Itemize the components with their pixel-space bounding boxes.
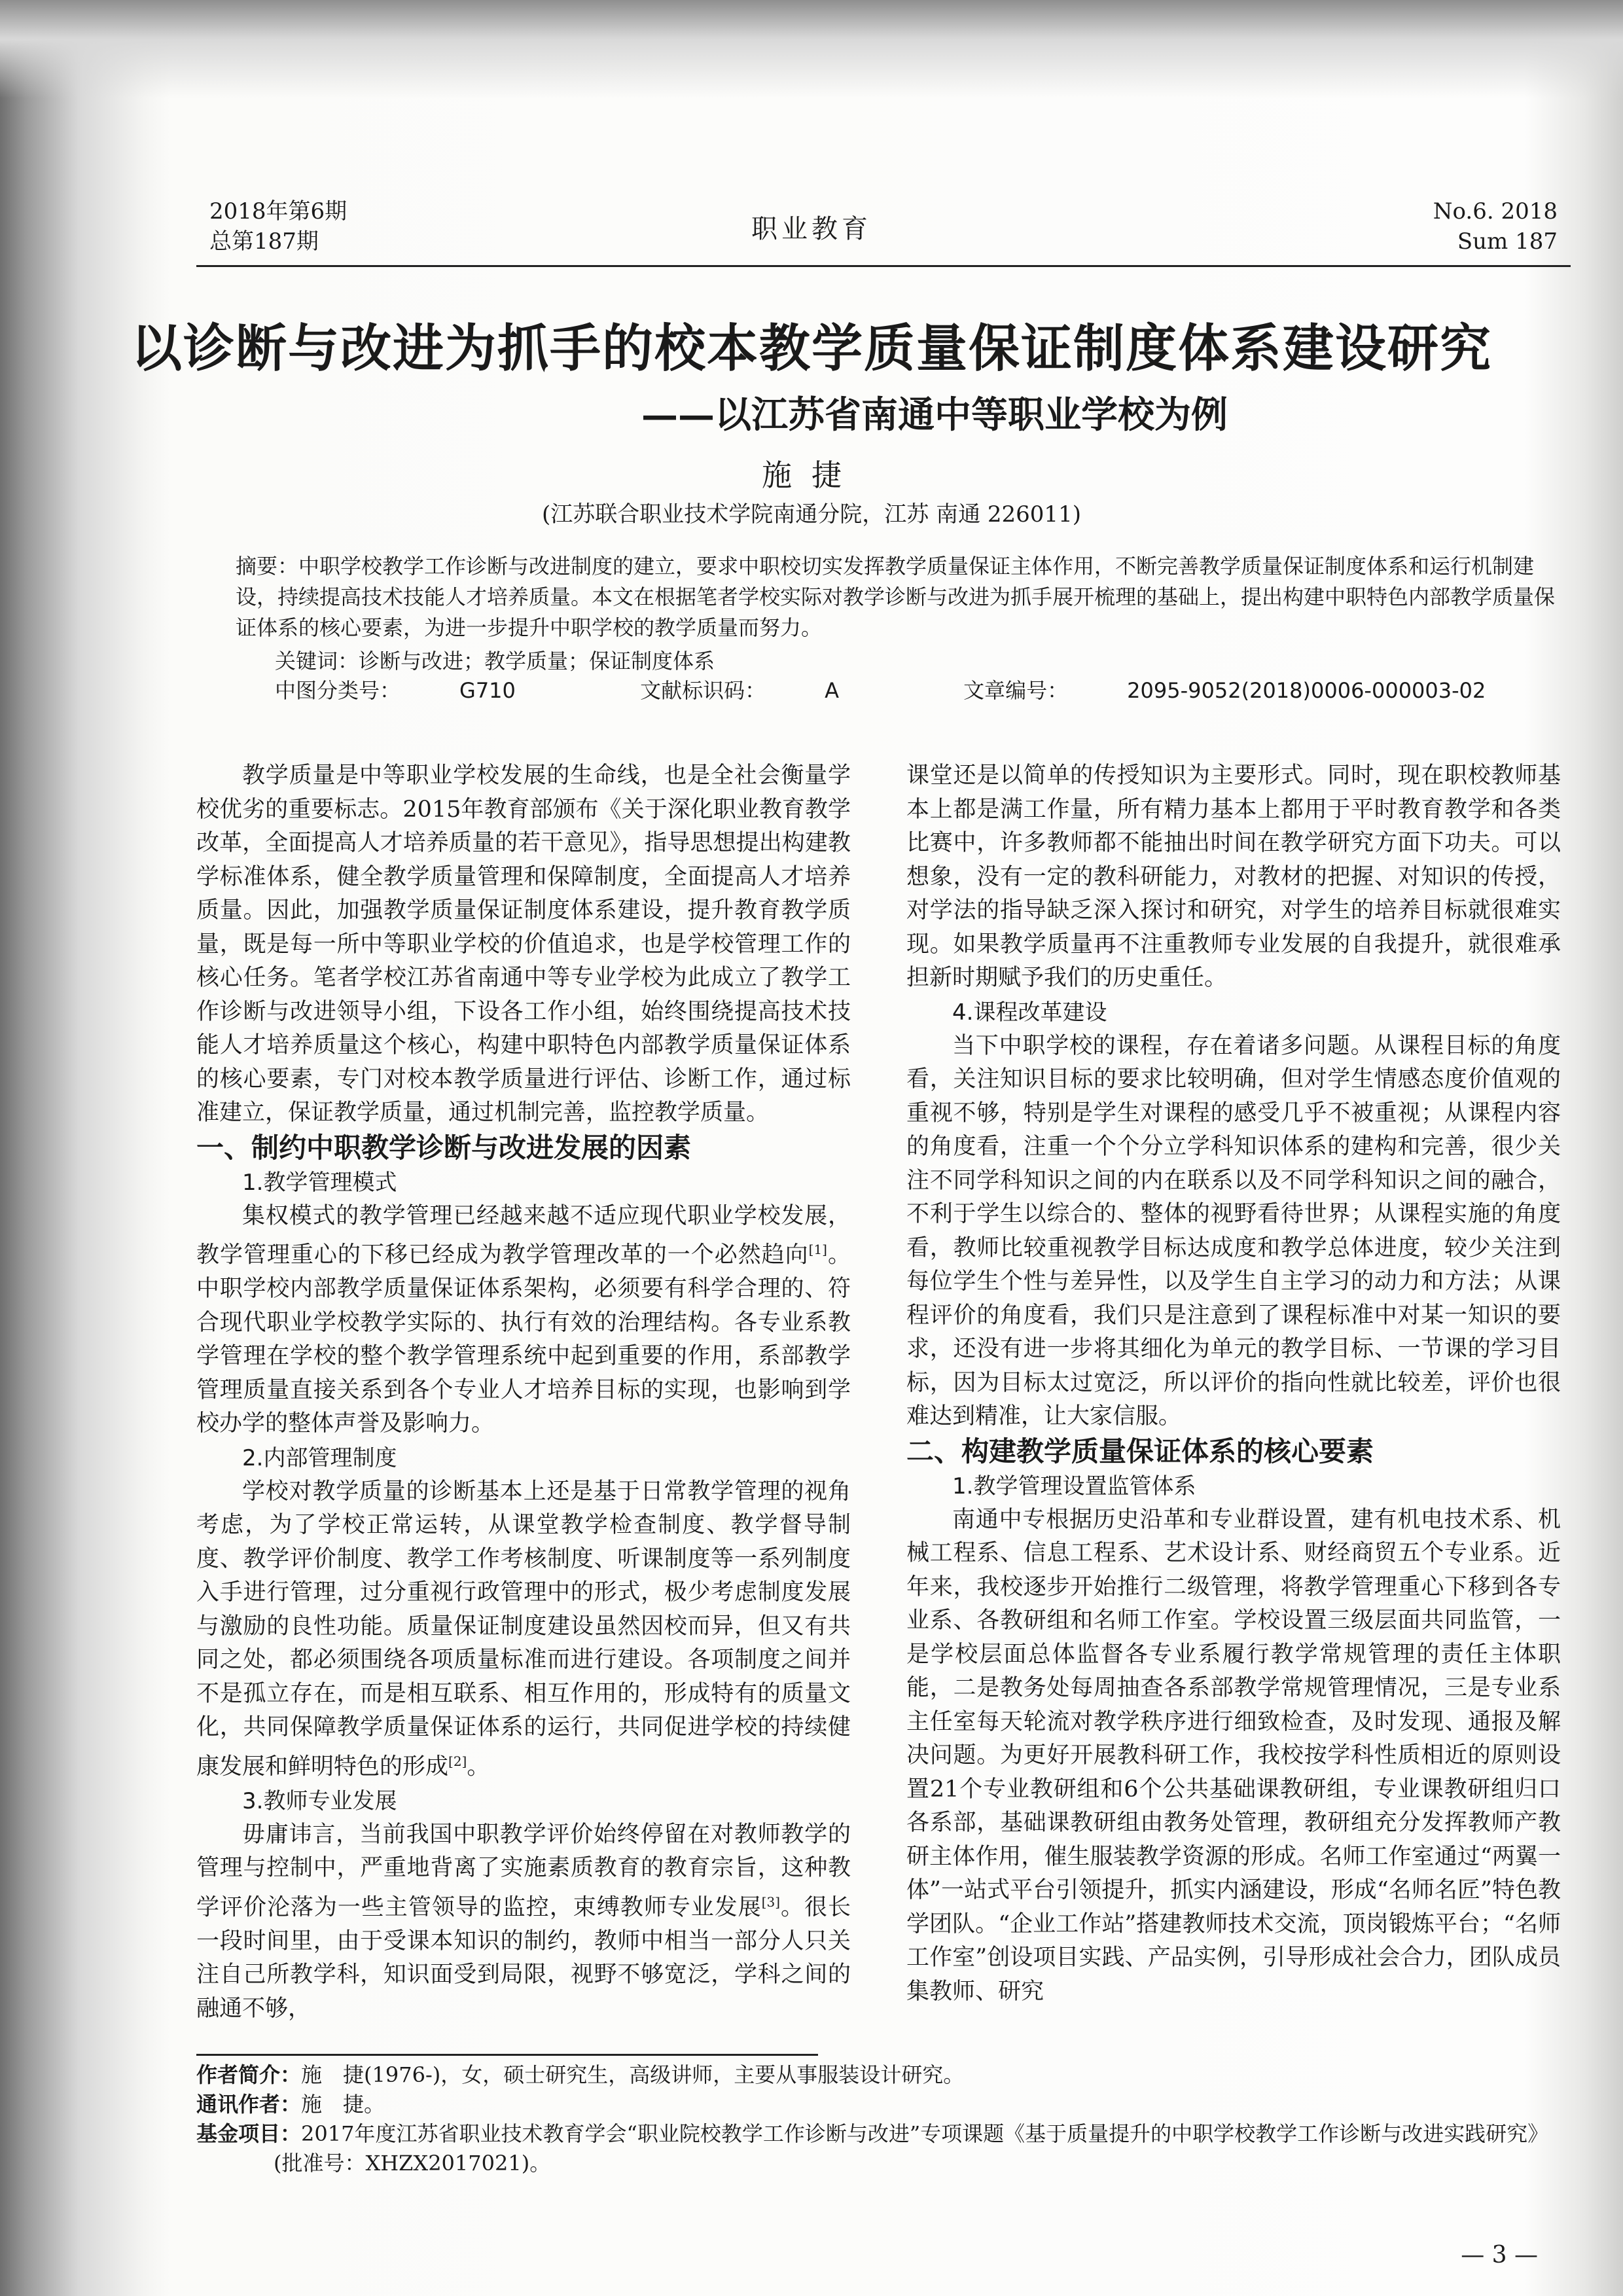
scan-shadow: [0, 0, 1623, 98]
subsection-2-heading: 2.内部管理制度: [242, 1444, 397, 1471]
total-issue-line-en: Sum 187: [1457, 228, 1558, 255]
intro-paragraph: 教学质量是中等职业学校发展的生命线，也是全社会衡量学校优劣的重要标志。2015年教育部颁布《关于深化职业教育教学改革，全面提高人才培养质量的若干意见》，指导思想提出构建教学标准体系，健全教学质量管理和保障制度，全面提高人才培养质量。因此，加强教学质量保证制度体系建设，提升教育教学质量，既是每一所中等职业学校的价值追求，也是学校管理工作的核心任务。笔者学校江苏省南通中等专业学校为此成立了教学工作诊断与改进领导小组，下设各工作小组，始终围绕提高技术技能人才培养质量这个核心，构建中职特色内部教学质量保证体系的核心要素，专门对校本教学质量进行评估、诊断工作，通过标准建立，保证教学质量，通过机制完善，监控教学质量。: [196, 762, 851, 1126]
clc: 中图分类号： G710: [275, 678, 516, 703]
issue-line-en: No.6. 2018: [1433, 198, 1558, 224]
total-issue-line: 总第187期: [209, 228, 319, 255]
right-column: [906, 759, 1561, 2009]
subsection-2-paragraph: 学校对教学质量的诊断基本上还是基于日常教学管理的视角考虑，为了学校正常运转，从课堂教学检查制度、教学督导制度、教学评价制度、教学工作考核制度、听课制度等一系列制度入手进行管理，过分重视行政管理中的形式，极少考虑制度发展与激励的良性功能。质量保证制度建设虽然因校而异，但又有共同之处，都必须围绕各项质量标准而进行建设。各项制度之间并不是孤立存在，而是相互联系、相互作用的，形成特有的质量文化，共同保障教学质量保证体系的运行，共同促进学校的持续健康发展和鲜明特色的形成[2]。: [196, 1478, 851, 1780]
subsection-4-heading: 4.课程改革建设: [952, 999, 1107, 1026]
header-rule: [196, 265, 1571, 267]
abstract: [236, 551, 1564, 643]
continued-paragraph: 课堂还是以简单的传授知识为主要形式。同时，现在职校教师基本上都是满工作量，所有精力基本上都用于平时教育教学和各类比赛中，许多教师都不能抽出时间在教学研究方面下功夫。可以想象，没有一定的教科研能力，对教材的把握、对知识的传授，对学法的指导缺乏深入探讨和研究，对学生的培养目标就很难实现。如果教学质量再不注重教师专业发展的自我提升，就很难承担新时期赋予我们的历史重任。: [906, 762, 1561, 991]
issue-line: 2018年第6期: [209, 198, 348, 224]
journal-issue-en: [1433, 196, 1558, 257]
article-subtitle: ——以江苏省南通中等职业学校为例: [641, 393, 1228, 437]
subsection-2-1-heading: 1.教学管理设置监管体系: [952, 1473, 1196, 1499]
subsection-1-paragraph: 集权模式的教学管理已经越来越不适应现代职业学校发展，教学管理重心的下移已经成为教学管理改革的一个必然趋向[1]。中职学校内部教学质量保证体系架构，必须要有科学合理的、符合现代职业学校教学实际的、执行有效的治理结构。各专业系教学管理在学校的整个教学管理系统中起到重要的作用，系部教学管理质量直接关系到各个专业人才培养目标的实现，也影响到学校办学的整体声誉及影响力。: [196, 1202, 851, 1437]
article-title: 以诊断与改进为抓手的校本教学质量保证制度体系建设研究: [130, 319, 1492, 378]
author-affiliation: (江苏联合职业技术学院南通分院，江苏 南通 226011): [542, 501, 1081, 528]
article-author: 施捷: [762, 457, 861, 493]
keywords: [275, 645, 715, 675]
corresponding-author: 通讯作者：施 捷。: [196, 2092, 385, 2117]
footnote-rule: [196, 2054, 818, 2056]
fund-project: 基金项目：2017年度江苏省职业技术教育学会“职业院校教学工作诊断与改进”专项课题《基于质量提升的中职学校教学工作诊断与改进实践研究》(批准号：XHZX2017021)。: [196, 2121, 1549, 2176]
keywords-label: 关键词：: [275, 649, 359, 673]
subsection-3-heading: 3.教师专业发展: [242, 1787, 397, 1814]
doc-code: 文献标识码： A: [640, 678, 839, 703]
subsection-4-paragraph: 当下中职学校的课程，存在着诸多问题。从课程目标的角度看，关注知识目标的要求比较明确，但对学生情感态度价值观的重视不够，特别是学生对课程的感受几乎不被重视；从课程内容的角度看，注重一个个分立学科知识体系的建构和完善，很少关注不同学科知识之间的内在联系以及不同学科知识之间的融合，不利于学生以综合的、整体的视野看待世界；从课程实施的角度看，教师比较重视教学目标达成度和教学总体进度，较少关注到每位学生个性与差异性，以及学生自主学习的动力和方法；从课程评价的角度看，我们只是注意到了课程标准中对某一知识的要求，还没有进一步将其细化为单元的教学目标、一节课的学习目标，因为目标太过宽泛，所以评价的指向性就比较差，评价也很难达到精准，让大家信服。: [906, 1032, 1561, 1429]
abstract-text: 中职学校教学工作诊断与改进制度的建立，要求中职校切实发挥教学质量保证主体作用，不断完善教学质量保证制度体系和运行机制建设，持续提高技术技能人才培养质量。本文在根据笔者学校实际对教学诊断与改进为抓手展开梳理的基础上，提出构建中职特色内部教学质量保证体系的核心要素，为进一步提升中职学校的教学质量而努力。: [236, 554, 1556, 640]
section-1-heading: 一、制约中职教学诊断与改进发展的因素: [196, 1131, 692, 1164]
subsection-3-paragraph: 毋庸讳言，当前我国中职教学评价始终停留在对教师教学的管理与控制中，严重地背离了实施素质教育的教育宗旨，这种教学评价沦落为一些主管领导的监控，束缚教师专业发展[3]。很长一段时间里，由于受课本知识的制约，教师中相当一部分人只关注自己所教学科，知识面受到局限，视野不够宽泛，学科之间的融通不够，: [196, 1821, 851, 2022]
section-2-heading: 二、构建教学质量保证体系的核心要素: [906, 1435, 1374, 1467]
abstract-label: 摘要：: [236, 554, 299, 579]
footnotes: [196, 2060, 1564, 2178]
page-number: — 3 —: [1461, 2242, 1538, 2269]
ref-2: [2]: [448, 1753, 467, 1769]
subsection-2-1-paragraph: 南通中专根据历史沿革和专业群设置，建有机电技术系、机械工程系、信息工程系、艺术设计系、财经商贸五个专业系。近年来，我校逐步开始推行二级管理，将教学管理重心下移到各专业系、各教研组和名师工作室。学校设置三级层面共同监管，一是学校层面总体监督各专业系履行教学常规管理的责任主体职能，二是教务处每周抽查各系部教学常规管理情况，三是专业系主任室每天轮流对教学秩序进行细致检查，及时发现、通报及解决问题。为更好开展教科研工作，我校按学科性质相近的原则设置21个专业教研组和6个公共基础课教研组，专业课教研组归口各系部，基础课教研组由教务处管理，教研组充分发挥教师产教研主体作用，催生服装教学资源的形成。名师工作室通过“两翼一体”一站式平台引领提升，抓实内涵建设，形成“名师名匠”特色教学团队。“企业工作站”搭建教师技术交流，顶岗锻炼平台；“名师工作室”创设项目实践、产品实例，引导形成社会合力，团队成员集教师、研究: [906, 1506, 1561, 2005]
author-bio: 作者简介：施 捷(1976-)，女，硕士研究生，高级讲师，主要从事服装设计研究。: [196, 2062, 965, 2087]
article-number: 文章编号： 2095-9052(2018)0006-000003-02: [963, 678, 1486, 703]
classification-line: [275, 674, 1603, 704]
subsection-1-heading: 1.教学管理模式: [242, 1169, 397, 1196]
ref-3: [3]: [761, 1893, 781, 1910]
ref-1: [1]: [808, 1242, 827, 1257]
keywords-text: 诊断与改进；教学质量；保证制度体系: [359, 649, 715, 673]
left-column: [196, 759, 851, 2026]
journal-name: 职业教育: [751, 214, 872, 244]
